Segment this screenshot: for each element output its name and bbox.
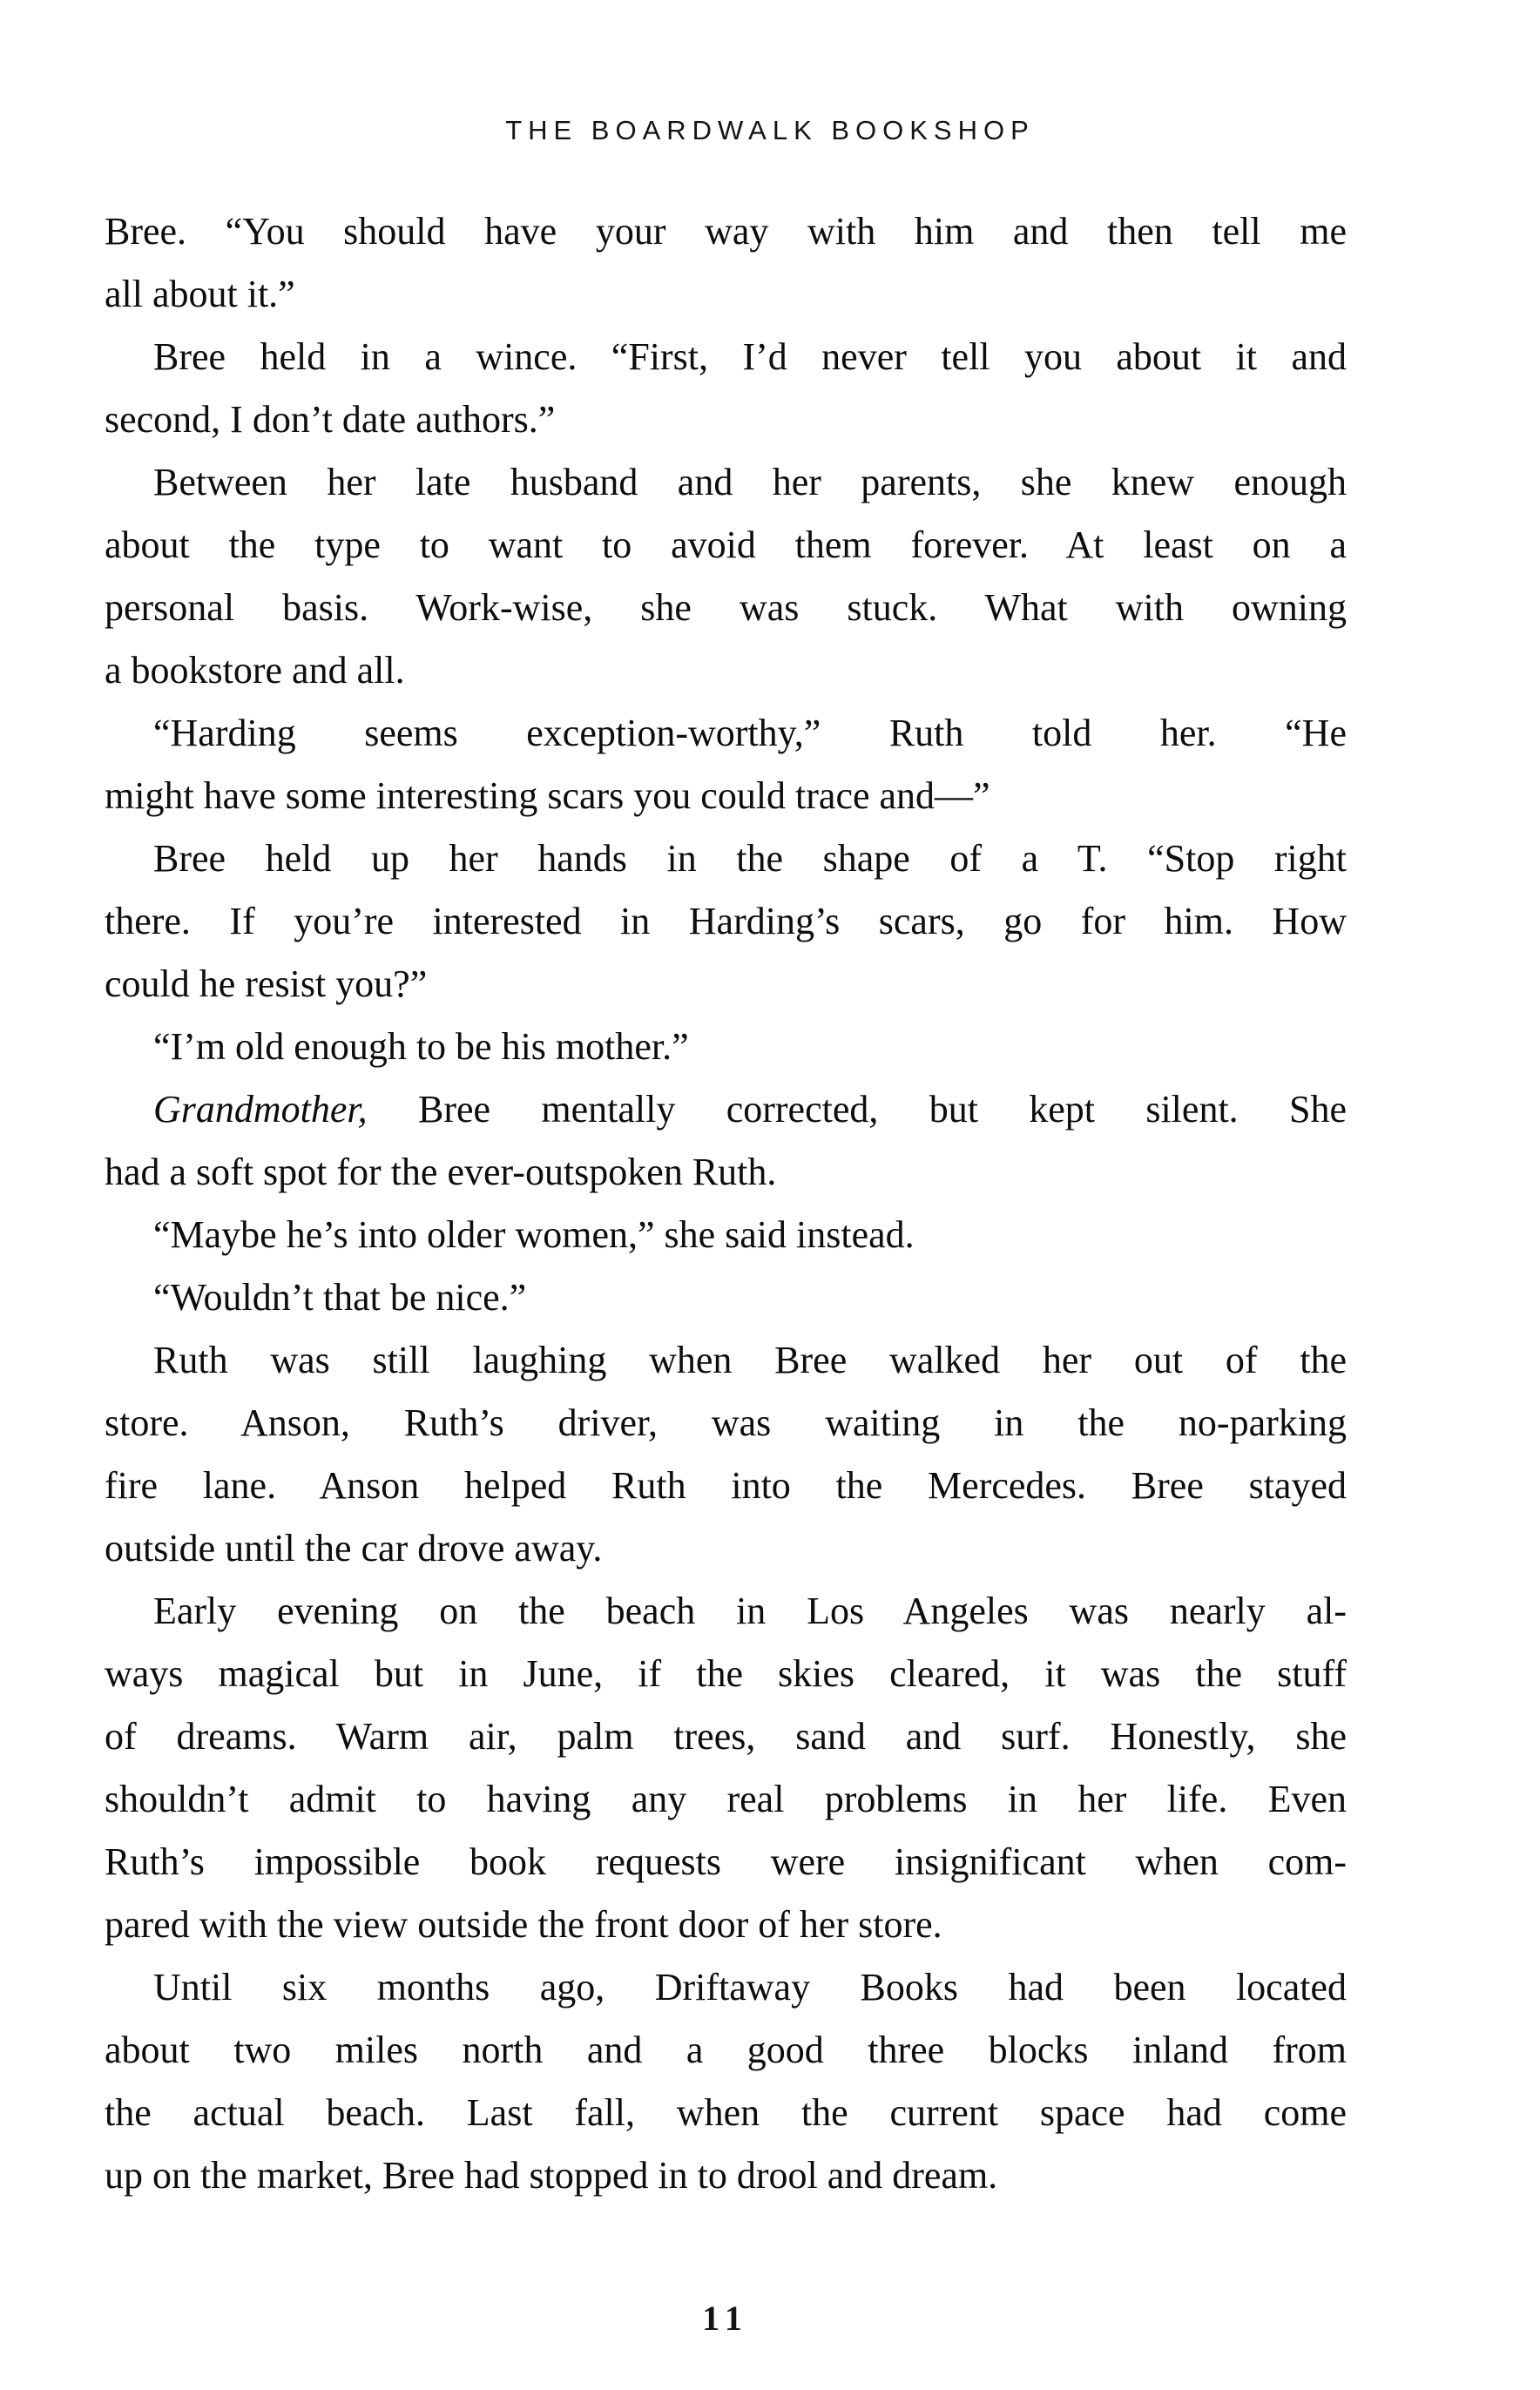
text-block [105,200,1347,2207]
text-line [105,2144,1347,2207]
text-line [105,1455,1347,1517]
text-segment: up on the market, Bree had stopped in to drool and dream. [105,2154,998,2197]
text-segment: pared with the view outside the front door of her store. [105,1903,942,1946]
text-segment: Until six months ago, Driftaway Books had been located [153,1966,1347,2009]
text-line [105,827,1347,890]
text-line [105,639,1347,702]
text-line [105,514,1347,577]
text-segment: about two miles north and a good three blocks inland from [105,2029,1347,2071]
text-line [105,1705,1347,1768]
text-line [105,577,1347,639]
text-segment: might have some interesting scars you could trace and—” [105,774,990,817]
text-segment: personal basis. Work-wise, she was stuck. What with owning [105,586,1347,629]
running-header-title: THE BOARDWALK BOOKSHOP [505,115,1035,145]
text-line [105,1643,1347,1705]
text-segment: shouldn’t admit to having any real problems in her life. Even [105,1778,1347,1820]
text-segment: “Harding seems exception-worthy,” Ruth told her. “He [153,712,1347,754]
text-line [105,890,1347,953]
text-segment: a bookstore and all. [105,649,405,692]
text-line [105,1894,1347,1956]
text-segment: the actual beach. Last fall, when the current space had come [105,2091,1347,2134]
text-line [105,1956,1347,2019]
text-line [105,1831,1347,1894]
text-segment: of dreams. Warm air, palm trees, sand and surf. Honestly, she [105,1715,1347,1758]
text-line [105,200,1347,263]
text-line [105,1580,1347,1643]
text-segment: Bree. “You should have your way with him and then tell me [105,210,1347,253]
text-line [105,1078,1347,1141]
text-segment: about the type to want to avoid them forever. At least on a [105,523,1347,566]
text-line [105,451,1347,514]
text-line [105,263,1347,326]
text-line [105,1016,1347,1078]
text-line [105,388,1347,451]
text-segment: Between her late husband and her parents, she knew enough [153,461,1347,503]
text-segment: Ruth was still laughing when Bree walked her out of the [153,1339,1347,1381]
text-segment: Early evening on the beach in Los Angeles was nearly al- [153,1590,1347,1632]
text-segment: store. Anson, Ruth’s driver, was waiting in the no-parking [105,1401,1347,1444]
text-segment: “Maybe he’s into older women,” she said instead. [153,1213,915,1256]
text-segment: fire lane. Anson helped Ruth into the Mercedes. Bree stayed [105,1464,1347,1507]
text-segment: had a soft spot for the ever-outspoken Ruth. [105,1151,777,1193]
text-line [105,2082,1347,2144]
text-line [105,326,1347,388]
text-segment: “Wouldn’t that be nice.” [153,1276,527,1319]
text-line [105,765,1347,827]
text-segment: second, I don’t date authors.” [105,398,556,441]
italic-text-segment: Grandmother, [153,1088,368,1131]
text-segment: there. If you’re interested in Harding’s scars, go for him. How [105,900,1347,942]
text-segment: ways magical but in June, if the skies cleared, it was the stuff [105,1652,1347,1695]
text-line [105,953,1347,1016]
text-segment: Bree held up her hands in the shape of a T. “Stop right [153,837,1347,880]
page-number: 11 [702,2299,749,2338]
text-segment: “I’m old enough to be his mother.” [153,1025,689,1068]
text-line [105,1517,1347,1580]
text-segment: could he resist you?” [105,962,428,1005]
text-line [105,1768,1347,1831]
text-line [105,1266,1347,1329]
text-line [105,702,1347,765]
text-line [105,1204,1347,1266]
text-segment: Bree held in a wince. “First, I’d never tell you about it and [153,335,1347,378]
text-line [105,1329,1347,1392]
text-segment: Ruth’s impossible book requests were insignificant when com- [105,1840,1347,1883]
text-line [105,2019,1347,2082]
text-segment: all about it.” [105,273,295,315]
text-segment: outside until the car drove away. [105,1527,603,1570]
text-line [105,1141,1347,1204]
text-line [105,1392,1347,1455]
text-segment: Bree mentally corrected, but kept silent. She [367,1088,1347,1131]
